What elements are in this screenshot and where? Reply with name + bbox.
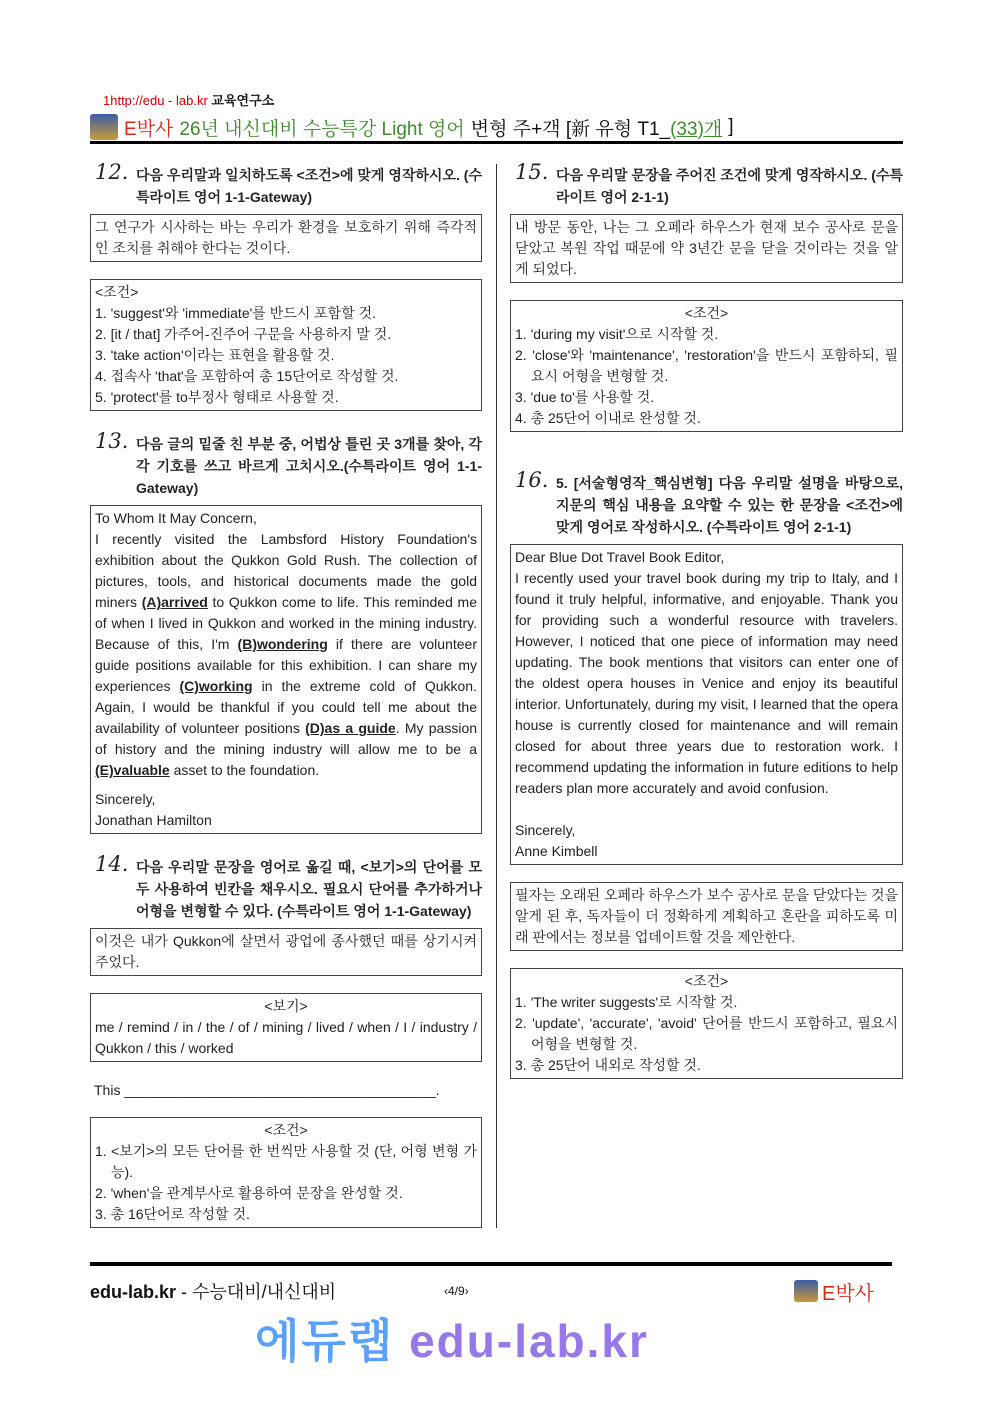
header-url: 1http://edu - lab.kr 교육연구소 [103,93,275,108]
question-14-title: 14. 다음 우리말 문장을 영어로 옮길 때, <보기>의 단어를 모두 사용하여 빈칸을 채우시오. 필요시 단어를 추가하거나 어형을 변형할 수 있다. (수특라이트 영어 1-1-Gateway) [95,852,482,919]
question-16-summary: 필자는 오래된 오페라 하우스가 보수 공사로 문을 닫았다는 것을 알게 된 후, 독자들이 더 정확하게 계획하고 혼란을 피하도록 미래 판에서는 정보를 업데이트할 것을 제안한다. [510,882,903,951]
underline-b: (B)wondering [237,636,328,652]
logo-icon [90,114,118,140]
question-15-conditions [510,300,903,432]
header-title [90,114,903,140]
underline-d: (D)as a guide [305,720,396,736]
signer: Jonathan Hamilton [95,812,212,828]
condition-item: 3. 'take action'이라는 표현을 활용할 것. [95,347,335,363]
passage-body: I recently used your travel book during my trip to Italy, and I found it truly helpful, informative, and enjoyable. Thank you for providing such a wonderful resource with travelers. However, I noticed that one piece of information may need updating. The book mentions that visitors can enter one of the oldest opera houses in Venice and enjoy its beautiful interior. Unfortunately, during my visit, I learned that the opera house is currently closed for maintenance and will remain closed for about three years due to restoration work. I recommend updating the information in future editions to help readers plan more accurately and avoid confusion. [515,570,898,796]
condition-item: 1. 'The writer suggests'로 시작할 것. [515,994,738,1010]
question-16-passage [510,544,903,865]
title-close: ] [728,116,734,137]
condition-item: 2. 'update', 'accurate', 'avoid' 단어를 반드시 포함하고, 필요시 어형을 변형할 것. [515,1015,898,1052]
right-column [510,160,903,1079]
logo-icon [794,1280,818,1302]
left-column [90,160,482,1228]
title-count: (33)개 [670,118,723,140]
underline-c: (C)working [179,678,253,694]
question-14-answer-line: This ________________________________________. [94,1082,440,1098]
column-divider [496,164,497,1228]
bogi-heading: <보기> [264,998,308,1014]
footer-rule [90,1262,892,1266]
question-16-conditions [510,968,903,1079]
condition-item: 5. 'protect'를 to부정사 형태로 사용할 것. [95,389,339,405]
conditions-heading: <조건> [264,1122,308,1138]
condition-item: 4. 접속사 'that'을 포함하여 총 15단어로 작성할 것. [95,368,399,384]
footer [90,1276,903,1306]
condition-item: 3. 총 16단어로 작성할 것. [95,1206,250,1222]
condition-item: 2. [it / that] 가주어-진주어 구문을 사용하지 말 것. [95,326,392,342]
question-14-conditions [90,1117,482,1228]
condition-item: 1. 'suggest'와 'immediate'를 반드시 포함할 것. [95,305,377,321]
condition-item: 2. 'when'을 관계부사로 활용하여 문장을 완성할 것. [95,1185,403,1201]
greeting: Dear Blue Dot Travel Book Editor, [515,549,725,565]
bogi-words: me / remind / in / the / of / mining / lived / when / I / industry / Qukkon / this / worked [95,1019,477,1056]
conditions-heading: <조건> [684,305,729,321]
columns [90,160,903,1228]
watermark: 에듀랩 edu-lab.kr [255,1315,649,1367]
question-12-title: 12. 다음 우리말과 일치하도록 <조건>에 맞게 영작하시오. (수특라이트 영어 1-1-Gateway) [95,160,482,205]
question-14-korean: 이것은 내가 Qukkon에 살면서 광업에 종사했던 때를 상기시켜 주었다. [90,928,482,976]
question-14-bogi [90,993,482,1062]
question-16-title: 16. 5. [서술형영작_핵심변형] 다음 우리말 설명을 바탕으로, 지문의 핵심 내용을 요약할 수 있는 한 문장을 <조건>에 맞게 영어로 작성하시오. (수특라이트 영어 2-1-1) [515,468,903,535]
passage-body: I recently visited the Lambsford History Foundation's exhibition about the Qukkon Gold Rush. The collection of pictures, tools, and historical documents made the gold miners (A)arrived to Qukkon come to life. This reminded me of when I lived in Qukkon and worked in the mining industry. Because of this, I'm (B)wondering if there are volunteer guide positions available for this exhibition. I can share my experiences (C)working in the extreme cold of Qukkon. Again, I would be thankful if you could tell me about the availability of volunteer positions (D)as a guide. My passion of history and the mining industry will allow me to be a (E)valuable asset to the foundation. [95,531,478,778]
question-12-korean: 그 연구가 시사하는 바는 우리가 환경을 보호하기 위해 즉각적인 조치를 취해야 한다는 것이다. [90,214,482,262]
page-number: ‹4/9› [444,1284,469,1298]
conditions-heading: <조건> [95,284,139,300]
condition-item: 3. 총 25단어 내외로 작성할 것. [515,1057,701,1073]
condition-item: 1. <보기>의 모든 단어를 한 번씩만 사용할 것 (단, 어형 변형 가능). [95,1143,477,1180]
underline-a: (A)arrived [141,594,208,610]
footer-brand: E박사 [794,1277,874,1306]
question-15-korean: 내 방문 동안, 나는 그 오페라 하우스가 현재 보수 공사로 문을 닫았고 복원 작업 때문에 약 3년간 문을 닫을 것이라는 것을 알게 되었다. [510,214,903,283]
greeting: To Whom It May Concern, [95,510,257,526]
condition-item: 2. 'close'와 'maintenance', 'restoration'을 반드시 포함하되, 필요시 어형을 변형할 것. [515,347,898,384]
closing: Sincerely, [515,822,576,838]
question-13-passage [90,505,482,834]
header-rule [90,141,903,144]
condition-item: 3. 'due to'를 사용할 것. [515,389,655,405]
question-13-title: 13. 다음 글의 밑줄 친 부분 중, 어법상 틀린 곳 3개를 찾아, 각각 기호를 쓰고 바르게 고치시오.(수특라이트 영어 1-1-Gateway) [95,429,482,496]
condition-item: 1. 'during my visit'으로 시작할 것. [515,326,719,342]
conditions-heading: <조건> [684,973,729,989]
closing: Sincerely, [95,791,156,807]
footer-site: edu-lab.kr - 수능대비/내신대비 [90,1282,337,1302]
question-12-conditions [90,279,482,411]
signer: Anne Kimbell [515,843,598,859]
question-15-title: 15. 다음 우리말 문장을 주어진 조건에 맞게 영작하시오. (수특라이트 영어 2-1-1) [515,160,903,205]
title-type: 변형 주+객 [新 유형 T1_ [470,118,671,140]
title-main: 26년 내신대비 수능특강 Light 영어 [179,118,465,140]
brand: E박사 [124,118,174,140]
condition-item: 4. 총 25단어 이내로 완성할 것. [515,410,701,426]
underline-e: (E)valuable [95,762,170,778]
